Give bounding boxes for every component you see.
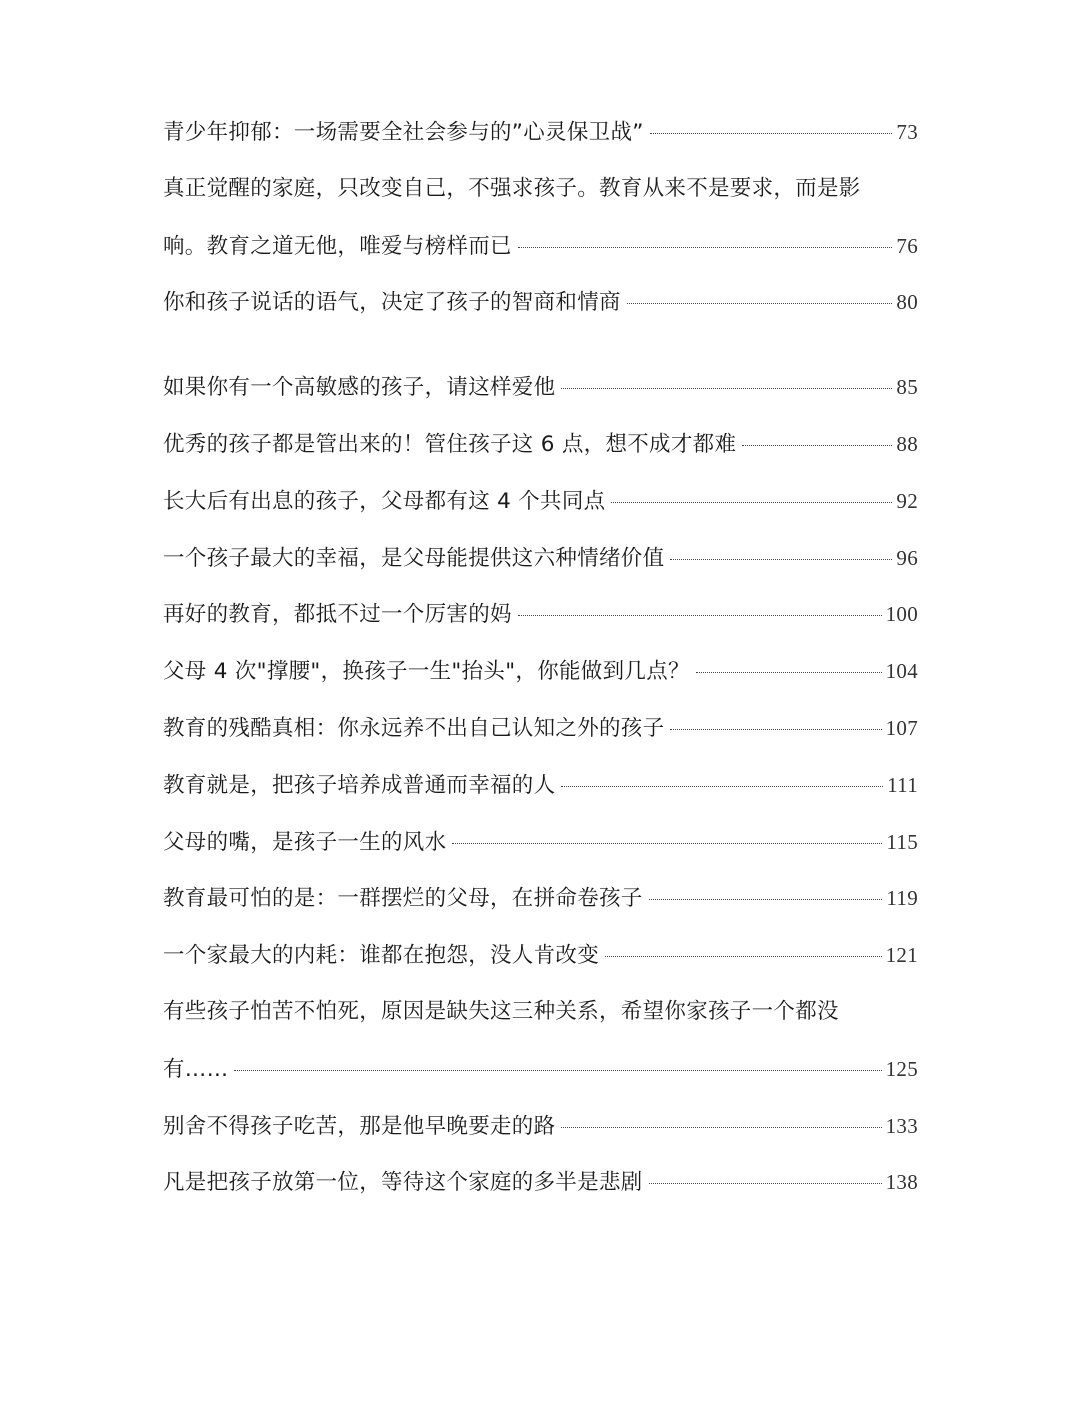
- toc-page-number: 85: [896, 375, 918, 400]
- dot-leader: [561, 1127, 881, 1128]
- toc-entry-title: 教育就是，把孩子培养成普通而幸福的人: [163, 772, 556, 798]
- toc-page-number: 138: [885, 1170, 918, 1195]
- toc-entry-title: 别舍不得孩子吃苦，那是他早晚要走的路: [163, 1113, 556, 1139]
- toc-entry: [163, 643, 918, 700]
- toc-entry-title: 一个孩子最大的幸福，是父母能提供这六种情绪价值: [163, 545, 665, 571]
- toc-entry-title: 父母 4 次"撑腰"，换孩子一生"抬头"，你能做到几点？: [163, 659, 690, 685]
- toc-entry: [163, 161, 918, 275]
- toc-entry-title: 真正觉醒的家庭，只改变自己，不强求孩子。教育从来不是要求，而是影: [163, 175, 861, 201]
- toc-page-number: 92: [896, 488, 918, 513]
- dot-leader: [561, 786, 883, 787]
- dot-leader: [696, 672, 882, 673]
- table-of-contents: [163, 104, 918, 1211]
- dot-leader: [650, 133, 893, 134]
- toc-page-number: 133: [885, 1113, 918, 1138]
- dot-leader: [627, 303, 893, 304]
- toc-entry: [163, 814, 918, 871]
- dot-leader: [605, 956, 882, 957]
- toc-page-number: 100: [885, 602, 918, 627]
- toc-page-number: 104: [885, 659, 918, 684]
- toc-entry-title-continued: 响。教育之道无他，唯爱与榜样而已: [163, 233, 512, 259]
- dot-leader: [742, 445, 892, 446]
- toc-entry: [163, 473, 918, 530]
- toc-entry-title: 教育最可怕的是：一群摆烂的父母，在拼命卷孩子: [163, 886, 643, 912]
- toc-entry: [163, 700, 918, 757]
- dot-leader: [452, 843, 882, 844]
- toc-entry-title: 优秀的孩子都是管出来的！管住孩子这 6 点，想不成才都难: [163, 431, 737, 457]
- toc-entry: [163, 870, 918, 927]
- toc-entry: [163, 927, 918, 984]
- dot-leader: [649, 899, 883, 900]
- toc-entry: [163, 416, 918, 473]
- toc-page-number: 73: [896, 120, 918, 144]
- toc-entry: [163, 586, 918, 643]
- toc-entry-title: 父母的嘴，是孩子一生的风水: [163, 829, 447, 855]
- toc-page-number: 88: [896, 431, 918, 456]
- toc-entry-title: 再好的教育，都抵不过一个厉害的妈: [163, 602, 512, 628]
- dot-leader: [611, 502, 892, 503]
- toc-entry-title: 凡是把孩子放第一位，等待这个家庭的多半是悲剧: [163, 1170, 643, 1196]
- toc-page-number: 76: [896, 233, 918, 258]
- dot-leader: [649, 1183, 882, 1184]
- toc-entry: [163, 530, 918, 587]
- toc-page-number: 119: [886, 886, 918, 911]
- toc-entry: [163, 757, 918, 814]
- toc-page-number: 125: [885, 1056, 918, 1081]
- dot-leader: [234, 1070, 881, 1071]
- dot-leader: [518, 615, 882, 616]
- toc-entry-title: 长大后有出息的孩子，父母都有这 4 个共同点: [163, 488, 606, 514]
- dot-leader: [561, 388, 892, 389]
- toc-entry-title: 如果你有一个高敏感的孩子，请这样爱他: [163, 375, 556, 401]
- toc-entry-title: 你和孩子说话的语气，决定了孩子的智商和情商: [163, 290, 621, 316]
- dot-leader: [670, 729, 881, 730]
- dot-leader: [670, 559, 892, 560]
- toc-entry-title-continued: 有……: [163, 1056, 229, 1082]
- toc-entry-title: 青少年抑郁：一场需要全社会参与的”心灵保卫战”: [163, 120, 644, 145]
- toc-page-number: 107: [885, 715, 918, 740]
- toc-entry: [163, 274, 918, 331]
- toc-entry: [163, 1098, 918, 1155]
- toc-page-number: 115: [886, 829, 918, 854]
- toc-entry-title: 一个家最大的内耗：谁都在抱怨，没人肯改变: [163, 943, 600, 969]
- toc-entry: [163, 104, 918, 161]
- dot-leader: [518, 247, 893, 248]
- toc-page-number: 80: [896, 290, 918, 315]
- toc-entry-title: 有些孩子怕苦不怕死，原因是缺失这三种关系，希望你家孩子一个都没: [163, 998, 839, 1024]
- toc-entry-title: 教育的残酷真相：你永远养不出自己认知之外的孩子: [163, 715, 665, 741]
- toc-page-number: 121: [885, 943, 918, 968]
- toc-page-number: 111: [887, 772, 918, 797]
- toc-entry: [163, 1154, 918, 1211]
- toc-entry: [163, 359, 918, 416]
- toc-entry: [163, 984, 918, 1098]
- toc-page-number: 96: [896, 545, 918, 570]
